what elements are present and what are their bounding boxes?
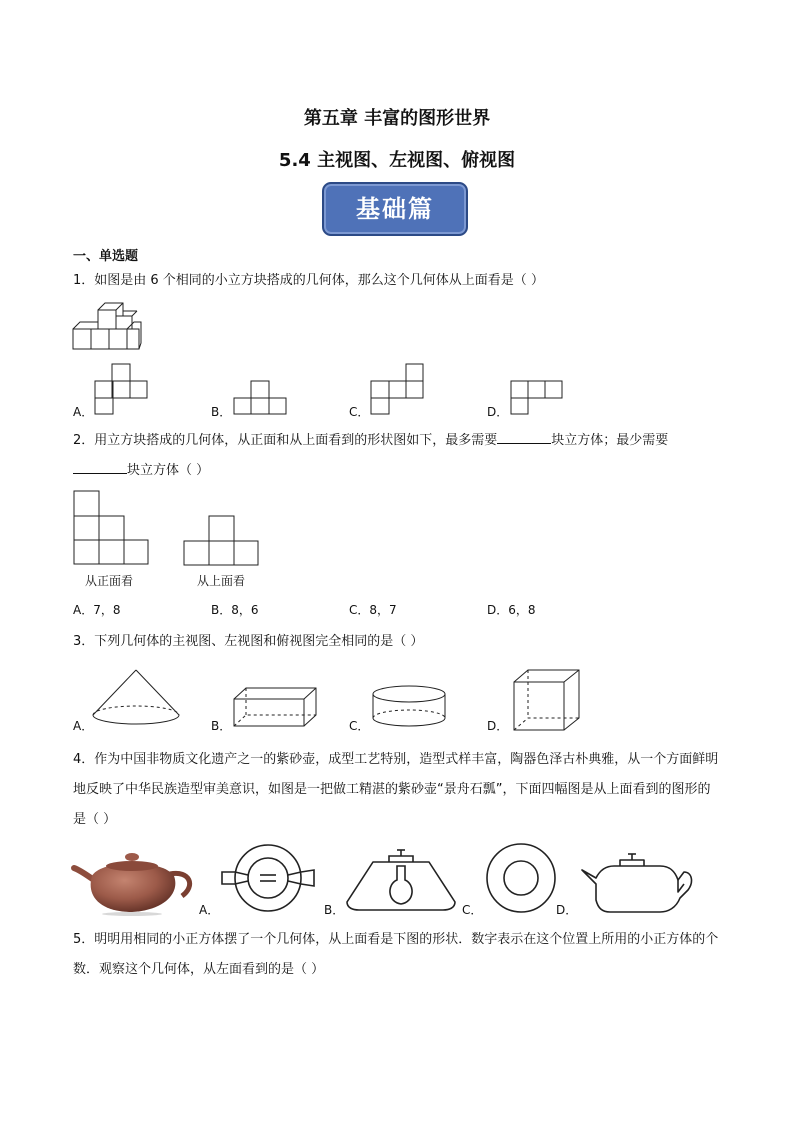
q2-top-view-figure [183, 515, 259, 566]
teapot-photo [70, 846, 198, 916]
q2-option-d[interactable]: D．6，8 [487, 603, 536, 617]
question-3-text: 3．下列几何体的主视图、左视图和俯视图完全相同的是（ ） [73, 634, 424, 649]
question-5-text: 5．明明用相同的小正方体摆了一个几何体，从上面看是下图的形状．数字表示在这个位置上所用的小正方体的个数．观察这个几何体，从左面看到的是（ ） [73, 932, 719, 977]
q3-option-b-cuboid [232, 686, 318, 728]
q2-blank-max[interactable] [497, 429, 551, 444]
q4-option-a-label[interactable]: A． [199, 903, 220, 917]
q1-option-c-label[interactable]: C． [349, 405, 370, 419]
q3-option-d-cube [512, 668, 582, 732]
q3-option-a-label[interactable]: A． [73, 719, 94, 733]
q2-text-b: 块立方体；最少需要 [551, 433, 669, 448]
q1-cube-figure [72, 302, 144, 352]
q3-option-d-label[interactable]: D． [487, 719, 509, 733]
q1-option-c-figure [370, 363, 424, 415]
q4-option-b-figure [345, 848, 457, 912]
q4-option-b-label[interactable]: B． [324, 903, 345, 917]
question-4-text: 4．作为中国非物质文化遗产之一的紫砂壶，成型工艺特别，造型式样丰富，陶器色泽古朴典雅，从一个方面鲜明地反映了中华民族造型审美意识，如图是一把做工精湛的紫砂壶“景舟石瓢”，下面四幅图是从上面看到的图形的是（ ） [73, 752, 719, 827]
q2-text-a: 2．用立方块搭成的几何体，从正面和从上面看到的形状图如下，最多需要 [73, 433, 498, 448]
level-badge: 基础篇 [322, 182, 468, 236]
q4-option-c-label[interactable]: C． [462, 903, 483, 917]
q1-option-d-figure [510, 380, 564, 416]
q3-option-a-cone [90, 668, 182, 728]
q1-option-a-figure [94, 363, 148, 415]
q2-option-a[interactable]: A．7，8 [73, 603, 121, 617]
q3-option-b-label[interactable]: B． [211, 719, 232, 733]
q2-option-b[interactable]: B．8，6 [211, 603, 259, 617]
q4-option-d-label[interactable]: D． [556, 903, 578, 917]
q3-option-c-cylinder [371, 684, 447, 730]
q4-option-d-figure [580, 852, 694, 914]
section-title: 5.4 主视图、左视图、俯视图 [278, 150, 516, 171]
q1-option-d-label[interactable]: D． [487, 405, 509, 419]
q4-option-a-figure [220, 842, 316, 914]
q2-option-c[interactable]: C．8，7 [349, 603, 397, 617]
q2-text-c: 块立方体（ ） [127, 463, 210, 478]
question-1-text: 1．如图是由 6 个相同的小立方块搭成的几何体，那么这个几何体从上面看是（ ） [73, 273, 544, 288]
q2-blank-min[interactable] [73, 459, 127, 474]
q2-top-view-caption: 从上面看 [197, 574, 246, 588]
q1-option-b-label[interactable]: B． [211, 405, 232, 419]
chapter-title: 第五章 丰富的图形世界 [303, 108, 491, 129]
section-label: 一、单选题 [73, 249, 139, 264]
question-2-text [73, 429, 668, 452]
q2-front-view-caption: 从正面看 [85, 574, 134, 588]
q4-option-c-figure [485, 842, 557, 914]
q2-front-view-figure [73, 490, 149, 566]
q1-option-b-figure [233, 380, 287, 416]
q3-option-c-label[interactable]: C． [349, 719, 370, 733]
q1-option-a-label[interactable]: A． [73, 405, 94, 419]
question-2-text-cont [73, 459, 209, 482]
